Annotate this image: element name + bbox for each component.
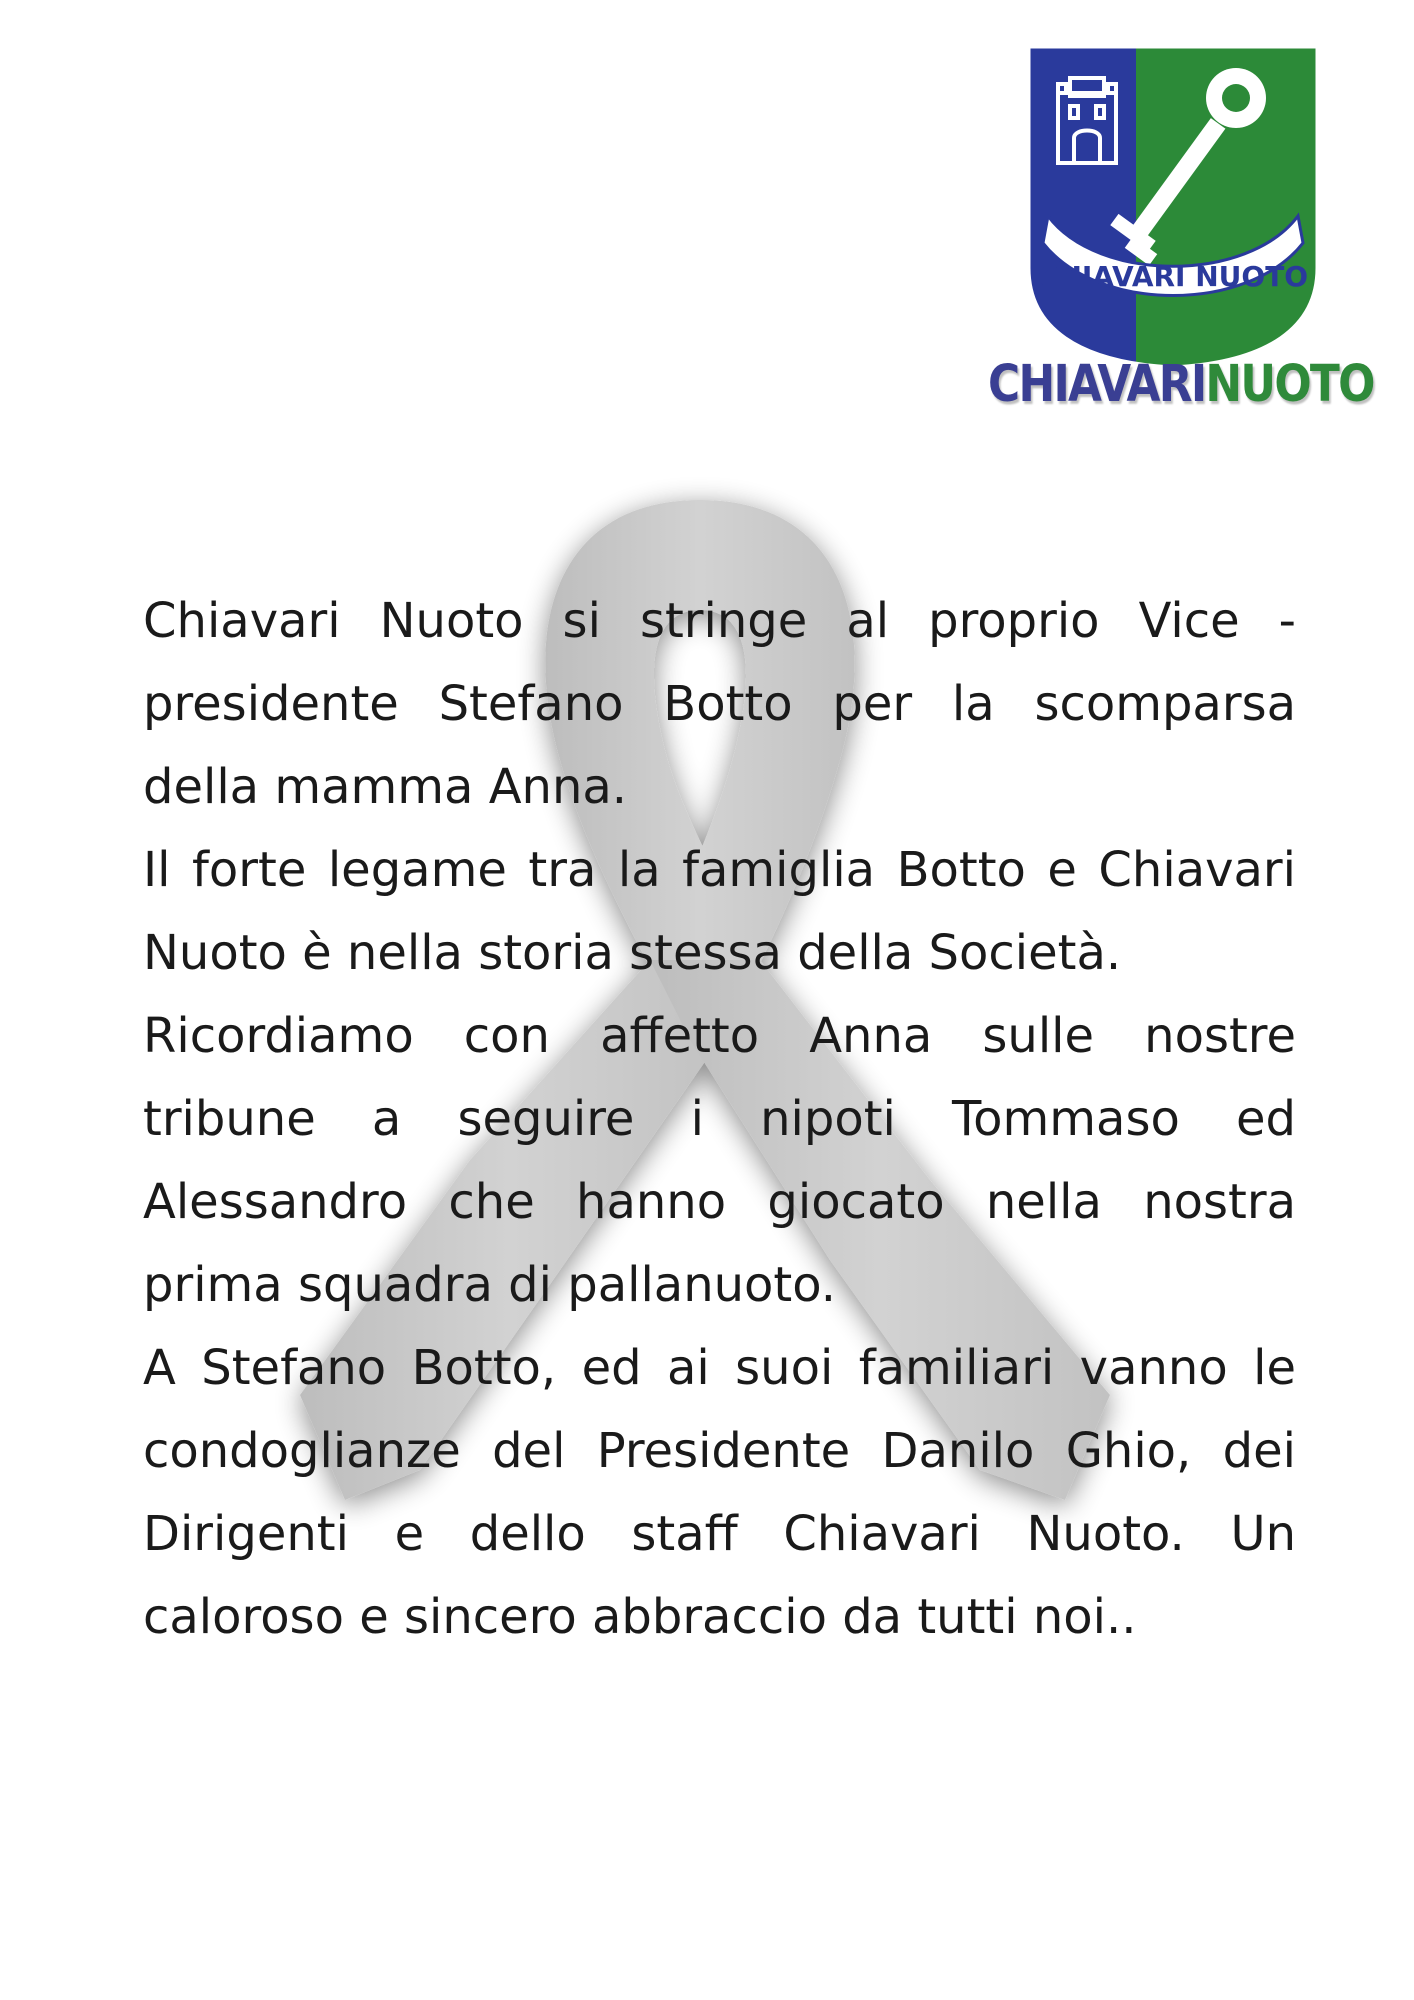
- message-paragraph: Il forte legame tra la famiglia Botto e Chiavari Nuoto è nella storia stessa della Società.: [143, 842, 1296, 981]
- logo-wordmark: [988, 355, 1374, 425]
- message-paragraph: A Stefano Botto, ed ai suoi familiari vanno le condoglianze del Presidente Danilo Ghio, dei Dirigenti e dello staff Chiavari Nuoto. Un caloroso e sincero abbraccio da tutti noi..: [143, 1340, 1296, 1645]
- crest-banner-text: CHIAVARI NUOTO: [1037, 260, 1309, 293]
- condolence-message: [143, 580, 1296, 1659]
- wordmark-nuoto: NUOTO: [1205, 355, 1374, 414]
- crest-icon: [1018, 38, 1328, 374]
- message-paragraph: Chiavari Nuoto si stringe al proprio Vice - presidente Stefano Botto per la scomparsa della mamma Anna.: [143, 593, 1296, 815]
- wordmark-chiavari: CHIAVARI: [988, 355, 1206, 414]
- message-paragraph: Ricordiamo con affetto Anna sulle nostre tribune a seguire i nipoti Tommaso ed Alessandro che hanno giocato nella nostra prima squadra di pallanuoto.: [143, 1008, 1296, 1313]
- chiavari-nuoto-logo: [978, 30, 1378, 430]
